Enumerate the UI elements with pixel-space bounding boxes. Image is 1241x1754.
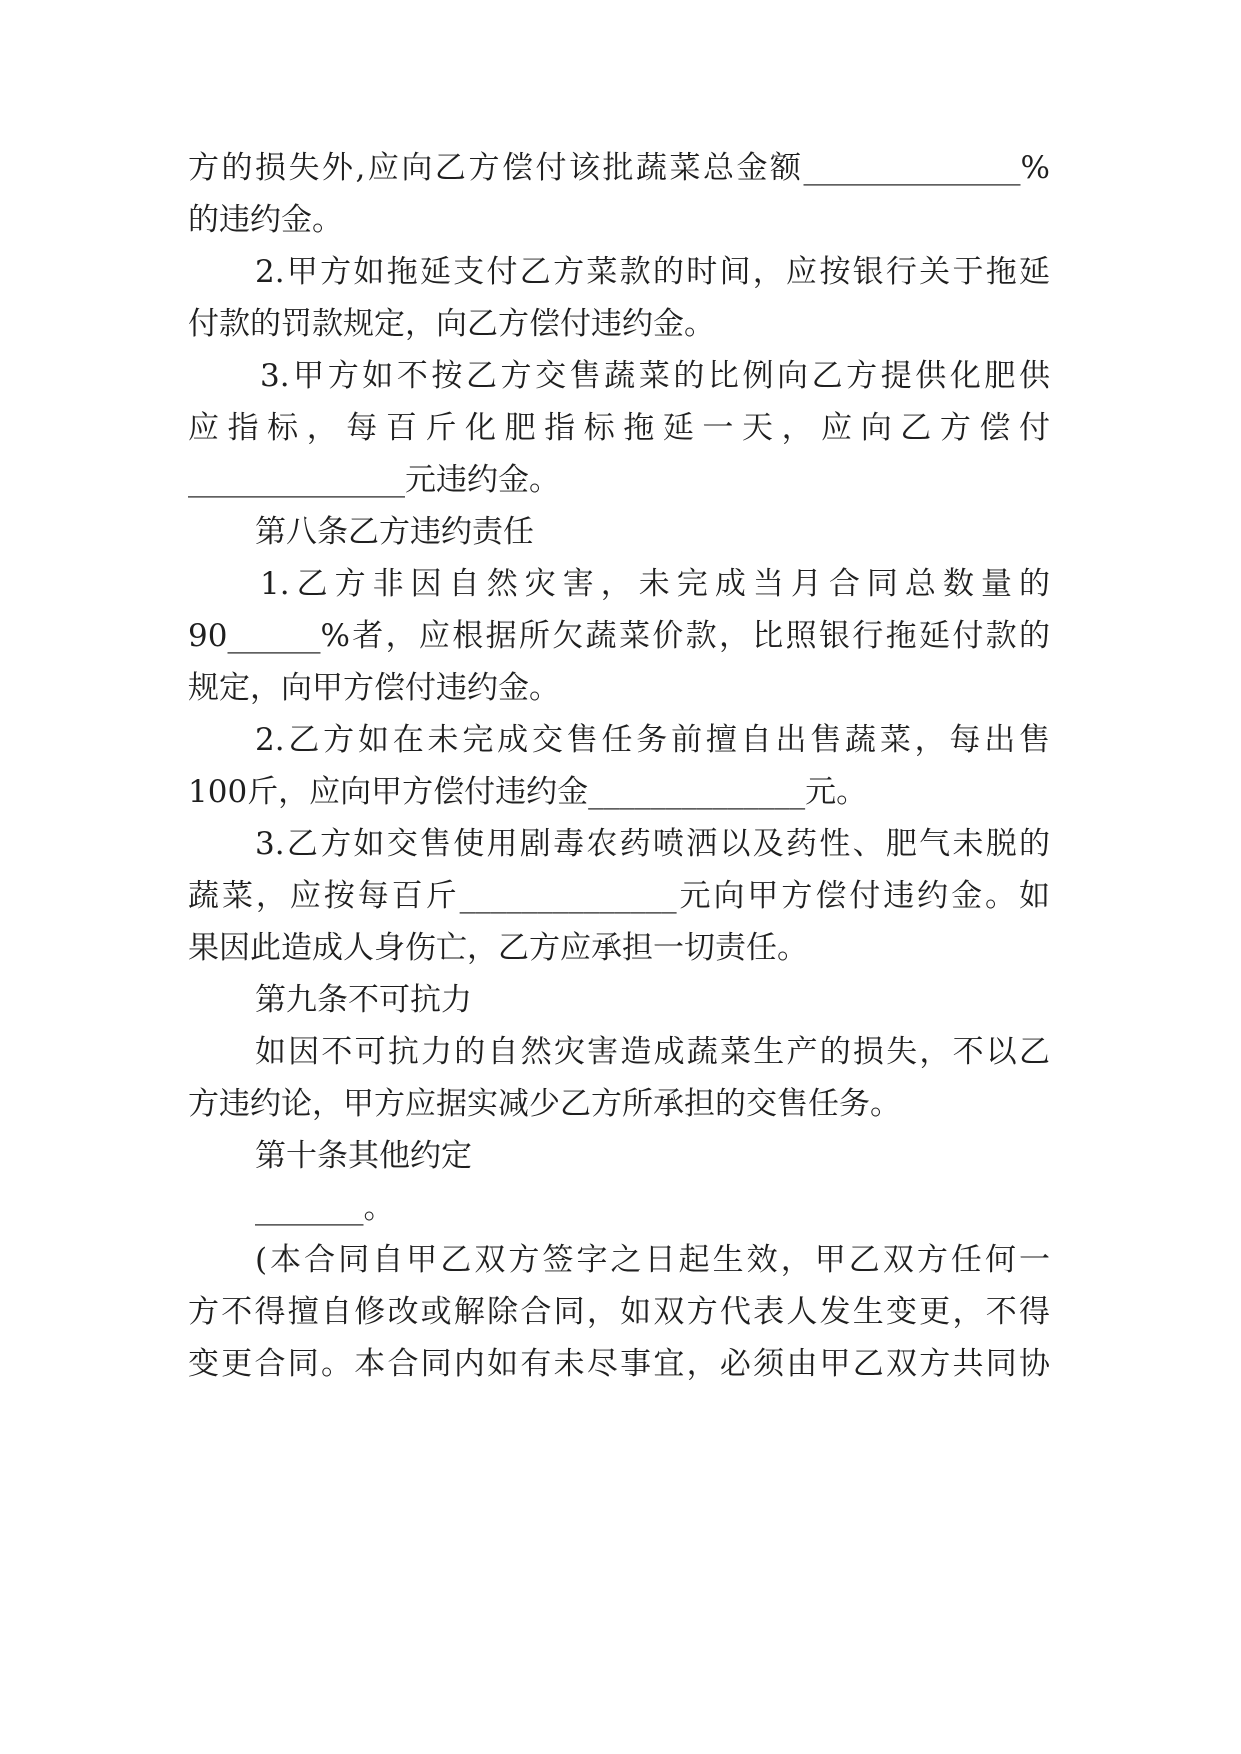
paragraph-line: (本合同自甲乙双方签字之日起生效，甲乙双方任何一 [255, 1242, 1050, 1278]
paragraph-line: 如因不可抗力的自然灾害造成蔬菜生产的损失，不以乙 [255, 1034, 1050, 1070]
paragraph-line: 蔬菜，应按每百斤______________元向甲方偿付违约金。如 [188, 878, 1050, 914]
paragraph-line: 的违约金。 [188, 202, 343, 238]
paragraph-line: ______________元违约金。 [188, 462, 560, 498]
paragraph-line: 规定，向甲方偿付违约金。 [188, 670, 560, 706]
paragraph-line: 方的损失外,应向乙方偿付该批蔬菜总金额______________% [188, 150, 1050, 186]
paragraph-line: 90______%者，应根据所欠蔬菜价款，比照银行拖延付款的 [188, 618, 1050, 654]
clause-item-3: 3.乙方如交售使用剧毒农药喷洒以及药性、肥气未脱的 [255, 826, 1050, 862]
section-heading-article-9: 第九条不可抗力 [255, 982, 472, 1018]
section-heading-article-8: 第八条乙方违约责任 [255, 514, 534, 550]
clause-item-1: 1.乙方非因自然灾害，未完成当月合同总数量的 [260, 566, 1050, 602]
clause-item-3: 3.甲方如不按乙方交售蔬菜的比例向乙方提供化肥供 [260, 358, 1050, 394]
clause-item-2: 2.甲方如拖延支付乙方菜款的时间，应按银行关于拖延 [255, 254, 1050, 290]
clause-item-2: 2.乙方如在未完成交售任务前擅自出售蔬菜，每出售 [255, 722, 1050, 758]
section-heading-article-10: 第十条其他约定 [255, 1138, 472, 1174]
paragraph-line: 方违约论，甲方应据实减少乙方所承担的交售任务。 [188, 1086, 901, 1122]
paragraph-line: 方不得擅自修改或解除合同，如双方代表人发生变更，不得 [188, 1294, 1050, 1330]
blank-fill-line: _______。 [255, 1190, 395, 1226]
paragraph-line: 应指标，每百斤化肥指标拖延一天，应向乙方偿付 [188, 410, 1050, 446]
paragraph-line: 变更合同。本合同内如有未尽事宜，必须由甲乙双方共同协 [188, 1346, 1050, 1382]
paragraph-line: 100斤，应向甲方偿付违约金______________元。 [188, 774, 868, 810]
paragraph-line: 付款的罚款规定，向乙方偿付违约金。 [188, 306, 715, 342]
paragraph-line: 果因此造成人身伤亡，乙方应承担一切责任。 [188, 930, 808, 966]
